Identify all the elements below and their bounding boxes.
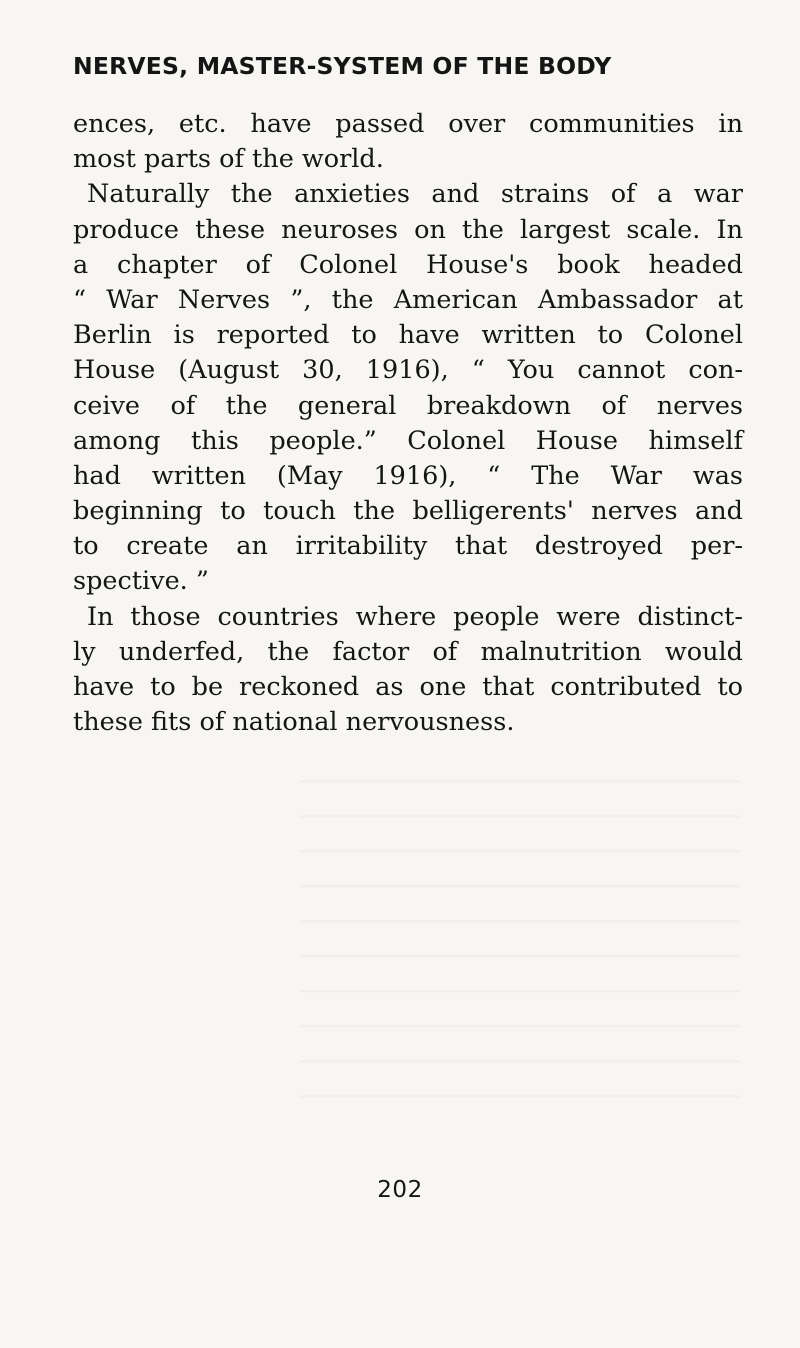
text-line: Naturally the anxieties and strains of a war	[87, 179, 743, 210]
text-line: In those countries where people were distinct-	[87, 601, 743, 632]
running-head: NERVES, MASTER-SYSTEM OF THE BODY	[73, 52, 612, 80]
text-line: a chapter of Colonel House's book headed	[73, 249, 743, 280]
page-number: 202	[377, 1177, 423, 1203]
text-line: have to be reckoned as one that contributed to	[73, 672, 743, 702]
text-line: these fits of national nervousness.	[73, 707, 515, 738]
text-line: ences, etc. have passed over communities in	[73, 109, 743, 139]
text-line: ceive of the general breakdown of nerves	[73, 390, 743, 421]
text-line: Berlin is reported to have written to Colonel	[73, 320, 743, 351]
text-line: ly underfed, the factor of malnutrition would	[73, 636, 743, 667]
text-line: produce these neuroses on the largest scale. In	[73, 214, 743, 245]
show-through-texture	[300, 760, 740, 1110]
text-line: beginning to touch the belligerents' nerves and	[73, 496, 743, 527]
text-line: House (August 30, 1916), “ You cannot con-	[73, 355, 743, 386]
text-line: “ War Nerves ”, the American Ambassador at	[73, 284, 743, 315]
text-line: had written (May 1916), “ The War was	[73, 460, 743, 491]
text-line: spective. ”	[73, 566, 209, 597]
text-line: most parts of the world.	[73, 144, 384, 175]
body-text	[73, 107, 743, 740]
text-line: to create an irritability that destroyed per-	[73, 531, 743, 562]
text-line: among this people.” Colonel House himself	[73, 425, 743, 456]
